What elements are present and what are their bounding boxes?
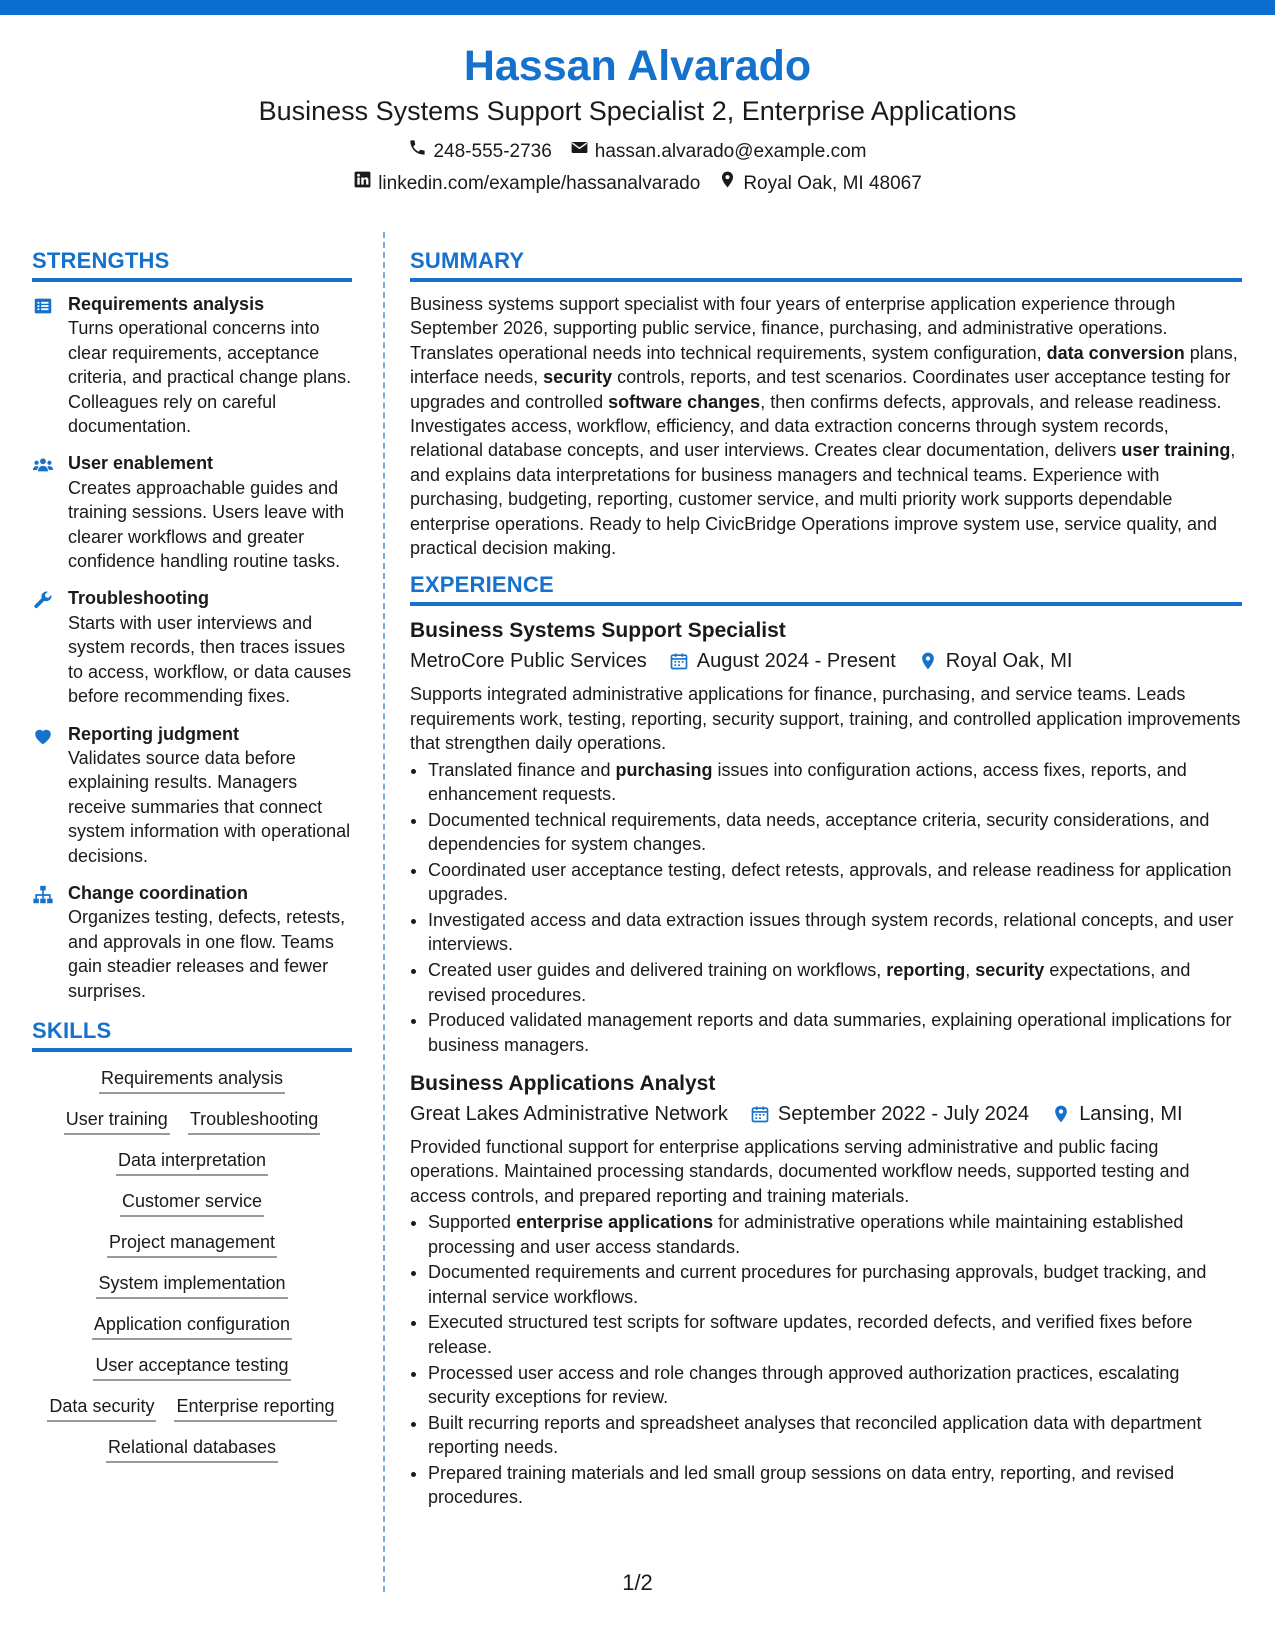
job-location: Royal Oak, MI <box>945 650 1073 673</box>
top-accent-bar <box>0 0 1275 15</box>
text-run: Documented requirements and current procedures for purchasing approvals, budget tracking, and internal service workflows. <box>428 1262 1207 1307</box>
skill-row <box>32 1064 352 1094</box>
job-bullets <box>410 1210 1242 1509</box>
bold-keyword: purchasing <box>615 759 713 780</box>
skill-tag: System implementation <box>96 1269 287 1299</box>
skill-tag: Requirements analysis <box>99 1064 285 1094</box>
text-run: , then confirms defects, approvals, and release readiness. Investigates access, workflow, efficiency, and data extraction concerns through system records, relational database concepts, and user interviews. Creates clear documentation, delivers <box>410 391 1222 461</box>
summary-heading: SUMMARY <box>410 246 1242 282</box>
skill-row <box>32 1351 352 1381</box>
bold-keyword: security <box>975 960 1045 981</box>
text-run: Investigated access and data extraction issues through system records, relational concepts, and user interviews. <box>428 910 1234 955</box>
job-meta <box>410 646 1242 676</box>
bullet-item <box>428 1411 1242 1460</box>
job-bullets <box>410 758 1242 1057</box>
map-pin-icon <box>918 651 938 671</box>
bold-keyword: enterprise applications <box>516 1212 714 1233</box>
job-description: Supports integrated administrative applications for finance, purchasing, and service teams. Leads requirements work, testing, reporting, security support, training, and controlled application improvements that strengthen daily operations. <box>410 684 1241 754</box>
wrench-icon <box>32 586 54 708</box>
strength-item <box>32 292 352 438</box>
job-description: Provided functional support for enterprise applications serving administrative and public facing operations. Maintained processing standards, documented workflow needs, supported testing and access controls, and prepared reporting and training materials. <box>410 1137 1190 1206</box>
contact-row-1 <box>0 136 1275 168</box>
contact-row-2 <box>0 168 1275 200</box>
skill-tag: User training <box>64 1105 170 1135</box>
experience-list <box>410 616 1242 1509</box>
bullet-item <box>428 858 1242 907</box>
text-run: Business systems support specialist with four years of enterprise application experience through September 2026, supporting public service, finance, purchasing, and administrative operations. Translates operational needs into technical requirements, system configuration, <box>410 294 1176 363</box>
phone-text: 248-555-2736 <box>433 141 552 162</box>
skill-tag: Application configuration <box>92 1310 292 1340</box>
text-run: for administrative operations while maintaining established processing and user access standards. <box>428 1212 1184 1257</box>
strength-title: Requirements analysis <box>68 294 265 314</box>
experience-heading: EXPERIENCE <box>410 570 1242 606</box>
strength-title: Troubleshooting <box>68 588 209 609</box>
strength-text: Turns operational concerns into clear requirements, acceptance criteria, and practical change plans. Colleagues rely on careful documentation. <box>68 318 352 437</box>
bold-keyword: software changes <box>608 391 761 412</box>
skill-row <box>32 1269 352 1299</box>
bullet-item <box>428 1361 1242 1410</box>
resume-header <box>0 40 1275 200</box>
phone-icon <box>408 136 427 168</box>
calendar-icon <box>750 1104 770 1124</box>
job-location: Lansing, MI <box>1079 1103 1183 1126</box>
users-icon <box>32 451 54 573</box>
location-contact <box>718 168 921 200</box>
linkedin-icon <box>353 168 372 200</box>
skill-row <box>32 1105 352 1135</box>
text-run: expectations, and revised procedures. <box>428 960 1191 1005</box>
text-run: Executed structured test scripts for software updates, recorded defects, and verified fixes before release. <box>428 1312 1193 1357</box>
bullet-item <box>428 808 1242 857</box>
bullet-item <box>428 1310 1242 1359</box>
skill-tag: Customer service <box>120 1187 264 1217</box>
strength-title: User enablement <box>68 453 214 474</box>
skill-row <box>32 1392 352 1422</box>
strength-item <box>32 586 352 708</box>
skill-row <box>32 1228 352 1258</box>
heart-icon <box>32 722 54 868</box>
bold-keyword: reporting <box>886 960 966 981</box>
job-title: Business Applications Analyst <box>410 1072 716 1096</box>
text-run: issues into configuration actions, access fixes, reports, and enhancement requests. <box>428 759 1187 805</box>
text-run: Prepared training materials and led small group sessions on data entry, reporting, and revised procedures. <box>428 1462 1175 1508</box>
bullet-item <box>428 1008 1242 1057</box>
strength-text: Starts with user interviews and system records, then traces issues to access, workflow, or data causes before recommending fixes. <box>68 612 352 707</box>
text-run: Translated finance and <box>428 759 616 780</box>
text-run: controls, reports, and test scenarios. Coordinates user acceptance testing for upgrades and controlled <box>410 367 1231 412</box>
text-run: Supported <box>428 1212 517 1233</box>
bullet-item <box>428 908 1242 957</box>
text-run: plans, interface needs, <box>410 342 1238 388</box>
skill-row <box>32 1433 352 1463</box>
text-run: , and explains data interpretations for business managers and technical teams. Experience with purchasing, budgeting, reporting, customer service, and multi priority work supports dependable enterprise operations. Ready to help CivicBridge Operations improve system use, service quality, and practical decision making. <box>410 440 1236 559</box>
strength-text: Creates approachable guides and training sessions. Users leave with clearer workflows and greater confidence handling routine tasks. <box>68 477 345 572</box>
column-divider <box>383 232 385 1592</box>
text-run: Built recurring reports and spreadsheet analyses that reconciled application data with department reporting needs. <box>428 1412 1202 1458</box>
location-text: Royal Oak, MI 48067 <box>743 173 922 194</box>
skills-heading: SKILLS <box>32 1016 352 1052</box>
skill-tag: Project management <box>107 1228 277 1258</box>
skill-row <box>32 1187 352 1217</box>
list-icon <box>32 292 54 438</box>
map-pin-icon <box>718 168 737 200</box>
text-run: Produced validated management reports and data summaries, explaining operational implications for business managers. <box>428 1010 1232 1055</box>
right-column <box>410 246 1242 1511</box>
skill-tag: Troubleshooting <box>188 1105 320 1135</box>
strength-item <box>32 722 352 868</box>
left-column <box>32 246 352 1474</box>
job-dates: August 2024 - Present <box>696 650 896 673</box>
skill-tag: Enterprise reporting <box>174 1392 336 1422</box>
email-text: hassan.alvarado@example.com <box>594 141 867 162</box>
text-run: , <box>965 960 976 981</box>
text-run: Processed user access and role changes through approved authorization practices, escalating security exceptions for review. <box>428 1362 1180 1407</box>
bullet-item <box>428 958 1242 1007</box>
linkedin-contact[interactable] <box>353 168 700 200</box>
job-dates: September 2022 - July 2024 <box>777 1103 1030 1126</box>
strength-item <box>32 451 352 573</box>
skills-list <box>32 1064 352 1463</box>
bold-keyword: security <box>543 367 613 388</box>
bullet-item <box>428 758 1242 807</box>
bullet-item <box>428 1461 1242 1510</box>
job-title: Business Systems Support Specialist <box>410 619 786 643</box>
text-run: Documented technical requirements, data needs, acceptance criteria, security considerations, and dependencies for system changes. <box>428 809 1210 855</box>
job-company: Great Lakes Administrative Network <box>410 1103 728 1126</box>
sitemap-icon <box>32 881 54 1003</box>
strengths-heading: STRENGTHS <box>32 246 352 282</box>
strength-title: Reporting judgment <box>68 723 239 744</box>
text-run: Created user guides and delivered training on workflows, <box>428 960 887 981</box>
strength-title: Change coordination <box>68 882 248 903</box>
bold-keyword: data conversion <box>1046 342 1185 363</box>
skill-tag: User acceptance testing <box>93 1351 290 1381</box>
job-entry <box>410 1069 1242 1510</box>
email-contact[interactable] <box>570 136 867 168</box>
skill-tag: Data interpretation <box>116 1146 268 1176</box>
candidate-name: Hassan Alvarado <box>463 42 812 90</box>
skill-row <box>32 1310 352 1340</box>
strength-item <box>32 881 352 1003</box>
page-number: 1/2 <box>622 1570 653 1595</box>
linkedin-text: linkedin.com/example/hassanalvarado <box>378 173 701 194</box>
bullet-item <box>428 1210 1242 1259</box>
job-meta <box>410 1099 1242 1129</box>
job-company: MetroCore Public Services <box>410 650 647 673</box>
envelope-icon <box>570 136 589 168</box>
strength-text: Organizes testing, defects, retests, and approvals in one flow. Teams gain steadier releases and fewer surprises. <box>68 907 346 1001</box>
map-pin-icon <box>1051 1104 1071 1124</box>
text-run: Coordinated user acceptance testing, defect retests, approvals, and release readiness for application upgrades. <box>428 859 1232 905</box>
candidate-title: Business Systems Support Specialist 2, Enterprise Applications <box>258 96 1017 126</box>
job-entry <box>410 616 1242 1057</box>
bold-keyword: user training <box>1121 440 1231 461</box>
skill-row <box>32 1146 352 1176</box>
skill-tag: Data security <box>47 1392 156 1422</box>
strength-text: Validates source data before explaining results. Managers receive summaries that connect system information with operational decisions. <box>68 747 351 866</box>
bullet-item <box>428 1260 1242 1309</box>
calendar-icon <box>669 651 689 671</box>
skill-tag: Relational databases <box>106 1433 278 1463</box>
summary-text <box>410 292 1242 560</box>
phone-contact[interactable] <box>408 136 551 168</box>
